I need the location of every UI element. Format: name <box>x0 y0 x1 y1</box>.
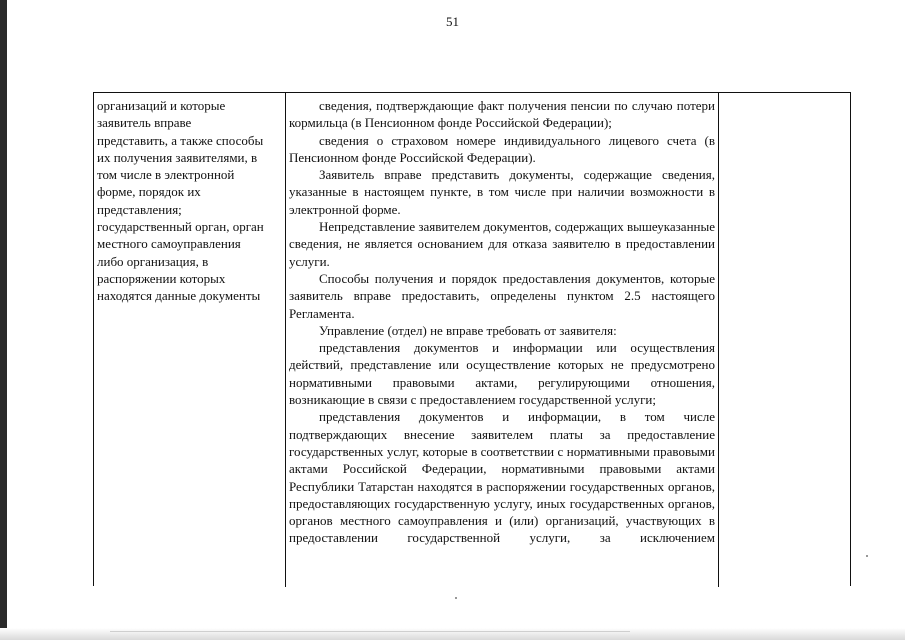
paragraph: представления документов и информации или осуществления действий, представление или осуществление которых не предусмотрено нормативными правовыми актами, регулирующими отношения, возникающие в связи с предоставлением государственной услуги; <box>289 340 715 408</box>
left-cell-line: распоряжении которых <box>97 270 226 286</box>
left-cell-line: представить, а также способы <box>97 132 264 148</box>
left-cell-line: представления; <box>97 201 182 217</box>
left-cell-line: либо организация, в <box>97 253 209 269</box>
scan-speck <box>866 555 868 557</box>
table-cell-middle <box>289 97 715 547</box>
paragraph: Заявитель вправе представить документы, содержащие сведения, указанные в настоящем пункте, в том числе при наличии возможности в электронной форме. <box>289 167 715 217</box>
column-divider-1 <box>285 93 286 587</box>
scan-left-edge <box>0 0 7 640</box>
table-cell-left <box>97 97 283 305</box>
left-cell-line: их получения заявителями, в <box>97 149 258 165</box>
regulation-table <box>93 92 851 586</box>
paragraph: Способы получения и порядок предоставления документов, которые заявитель вправе предоставить, определены пунктом 2.5 настоящего Регламента. <box>289 270 715 321</box>
left-cell-line: форме, порядок их <box>97 184 201 200</box>
left-cell-line: том числе в электронной <box>97 167 235 183</box>
column-divider-2 <box>718 93 719 587</box>
paragraph: сведения, подтверждающие факт получения пенсии по случаю потери кормильца (в Пенсионном фонде Российской Федерации); <box>289 98 715 131</box>
page-number: 51 <box>446 14 459 29</box>
paragraph: сведения о страховом номере индивидуального лицевого счета (в Пенсионном фонде Российской Федерации). <box>289 132 715 165</box>
scan-bottom-rule <box>110 631 630 632</box>
scan-bottom-shadow <box>0 628 905 640</box>
scan-speck <box>455 597 457 599</box>
left-cell-line: местного самоуправления <box>97 236 241 252</box>
left-cell-line: организаций и которые <box>97 98 226 113</box>
left-cell-line: находятся данные документы <box>97 288 261 304</box>
paragraph: Управление (отдел) не вправе требовать от заявителя: <box>319 322 617 338</box>
paragraph: представления документов и информации, в том числе подтверждающих внесение заявителем платы за предоставление государственных услуг, которые в соответствии с нормативными правовыми актами Российской Федерации, нормативными правовыми актами Республики Татарстан находятся в распоряжении государственных органов, предоставляющих государственную услугу, иных государственных органов, органов местного самоуправления и (или) организаций, участвующих в предоставлении государственной услуги, за исключением <box>289 409 715 546</box>
left-cell-line: заявитель вправе <box>97 115 192 131</box>
paragraph: Непредставление заявителем документов, содержащих вышеуказанные сведения, не является основанием для отказа заявителю в предоставлении услуги. <box>289 219 715 269</box>
left-cell-line: государственный орган, орган <box>97 219 264 235</box>
